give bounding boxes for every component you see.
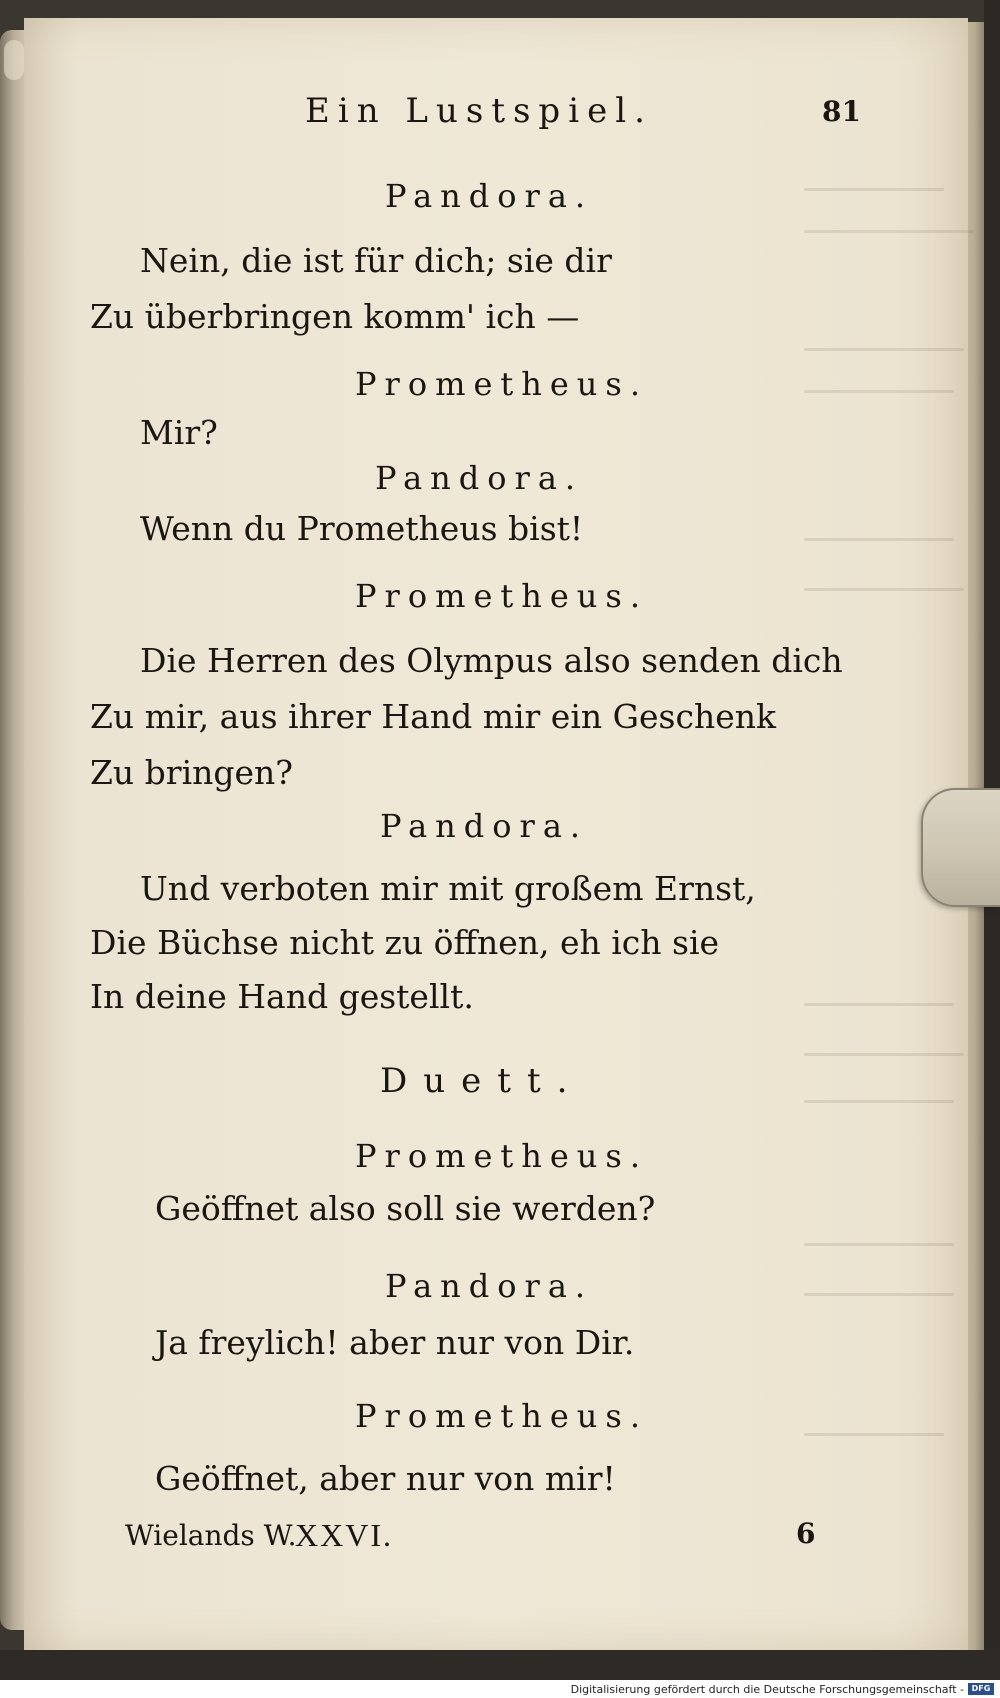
- page-number: 81: [822, 95, 861, 128]
- signature-label: Wielands W.: [125, 1519, 297, 1552]
- verse-line: In deine Hand gestellt.: [90, 977, 474, 1016]
- verse-line: Ja freylich! aber nur von Dir.: [155, 1323, 635, 1362]
- show-through-line: [804, 1433, 944, 1436]
- show-through-line: [804, 1053, 964, 1056]
- show-through-line: [804, 1100, 954, 1103]
- verse-line: Mir?: [140, 413, 218, 452]
- speaker-name: Pandora.: [385, 177, 594, 215]
- speaker-name: Prometheus.: [355, 365, 648, 403]
- section-heading: Duett.: [380, 1061, 584, 1101]
- speaker-name: Prometheus.: [355, 1137, 648, 1175]
- verse-line: Geöffnet, aber nur von mir!: [155, 1459, 616, 1498]
- show-through-line: [804, 538, 954, 541]
- show-through-line: [804, 230, 974, 233]
- digitization-credit: Digitalisierung gefördert durch die Deutsche Forschungsgemeinschaft -: [570, 1683, 964, 1696]
- running-title: Ein Lustspiel.: [305, 91, 653, 131]
- dfg-logo: DFG: [968, 1683, 994, 1695]
- background-frame-bottom: [0, 1650, 1000, 1680]
- verse-line: Zu mir, aus ihrer Hand mir ein Geschenk: [90, 697, 776, 736]
- show-through-line: [804, 188, 944, 191]
- verse-line: Geöffnet also soll sie werden?: [155, 1189, 656, 1228]
- speaker-name: Prometheus.: [355, 577, 648, 615]
- verse-line: Die Büchse nicht zu öffnen, eh ich sie: [90, 923, 720, 962]
- verse-line: Zu überbringen komm' ich —: [90, 297, 580, 336]
- speaker-name: Pandora.: [385, 1267, 594, 1305]
- verse-line: Die Herren des Olympus also senden dich: [140, 641, 843, 680]
- show-through-line: [804, 1293, 954, 1296]
- sheet-signature: 6: [796, 1517, 816, 1550]
- speaker-name: Pandora.: [380, 807, 589, 845]
- show-through-line: [804, 1003, 954, 1006]
- verse-line: Und verboten mir mit großem Ernst,: [140, 869, 756, 908]
- show-through-line: [804, 348, 964, 351]
- verse-line: Wenn du Prometheus bist!: [140, 509, 584, 548]
- verse-line: Nein, die ist für dich; sie dir: [140, 241, 612, 280]
- speaker-name: Prometheus.: [355, 1397, 648, 1435]
- signature-volume: XXVI.: [295, 1517, 393, 1553]
- verse-line: Zu bringen?: [90, 753, 293, 792]
- speaker-name: Pandora.: [375, 459, 584, 497]
- show-through-line: [804, 390, 954, 393]
- show-through-line: [804, 588, 964, 591]
- page-clip: [921, 788, 1000, 907]
- show-through-line: [804, 1243, 954, 1246]
